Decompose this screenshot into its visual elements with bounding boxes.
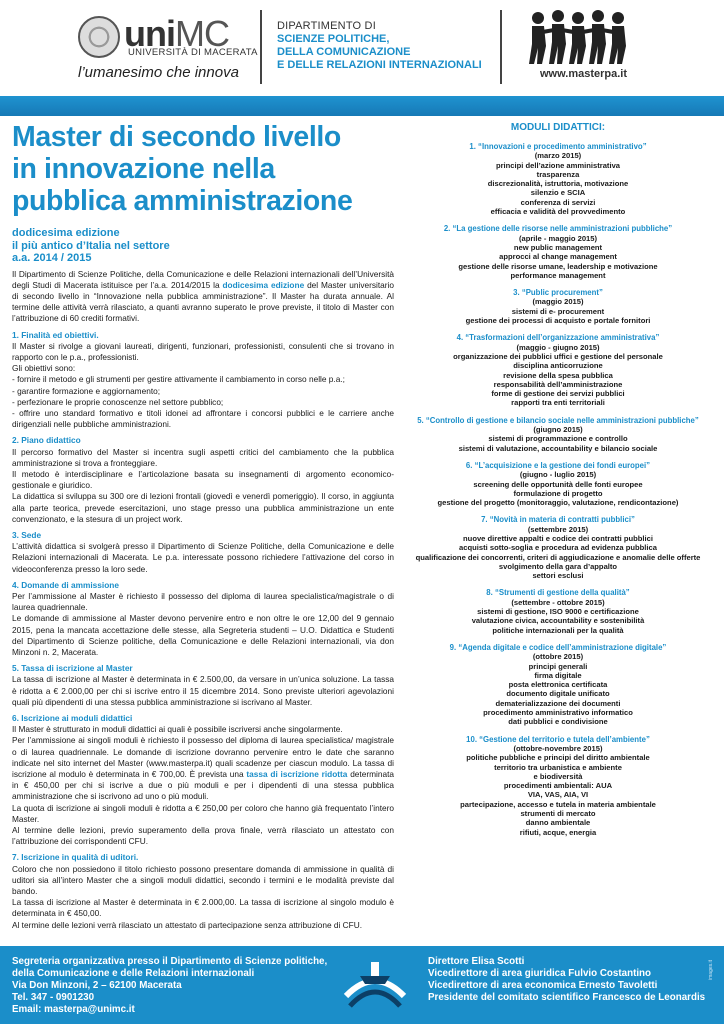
header (0, 0, 724, 96)
module-line: firma digitale (534, 670, 582, 680)
footer-line: Vicedirettore di area economica Ernesto Tavoletti (428, 980, 658, 991)
module-line: rifiuti, acque, energia (519, 827, 597, 837)
module-line: (maggio 2015) (532, 297, 584, 307)
module-line: territorio tra urbanistica e ambiente (494, 762, 622, 772)
module-line: organizzazione dei pubblici uffici e gestione del personale (453, 351, 663, 361)
module-line: (ottobre 2015) (532, 652, 584, 662)
paragraph: Il percorso formativo del Master si incentra sugli aspetti critici del cambiamento che la pubblica amministrazione si trova a fronteggiare. (12, 446, 394, 468)
module-line: posta elettronica certificata (508, 680, 608, 690)
left-column (12, 120, 394, 931)
module-line: (marzo 2015) (534, 151, 582, 161)
module-line: svolgimento della gara d’appalto (498, 561, 618, 571)
paragraph: Il metodo è interdisciplinare e l’articolazione basata su insegnamenti di argomento economico-gestionale e giuridico. (12, 468, 394, 491)
paragraph: Per l’ammissione al Master è richiesto il possesso del diploma di laurea specialistica/magistrale o di laurea quadriennale. (12, 590, 394, 613)
module-line: sistemi di valutazione, accountability e bilancio sociale (458, 443, 658, 453)
module-line: trasparenza (536, 169, 580, 179)
module-line: forme di gestione dei servizi pubblici (491, 389, 625, 399)
modules-list (400, 142, 716, 837)
paragraph: La didattica si sviluppa su 300 ore di lezioni frontali (giovedì e venerdì pomeriggio). Il corso, in aggiunta alla parte teorica, prevede esercitazioni, uno stage presso una pubblica amministrazione un ente convenzionato, e la stesura di un project work. (12, 491, 394, 524)
paragraph: Al termine delle lezioni, previo superamento della prova finale, verrà rilasciato un attestato con l’attribuzione dei corrispondenti CFU. (12, 825, 394, 847)
module-item (400, 643, 716, 727)
section-body (12, 341, 394, 431)
module-line: e biodiversità (533, 771, 583, 781)
modules-title: MODULI DIDATTICI: (510, 122, 606, 133)
module-line: documento digitale unificato (506, 689, 610, 699)
module-item (400, 515, 716, 580)
secretariat-block (12, 956, 327, 1016)
section-body (12, 541, 394, 575)
design-credit: images.it (708, 960, 714, 981)
module-line: VIA, VAS, AIA, VI (527, 790, 589, 800)
module-line: dati pubblici e condivisione (508, 717, 608, 727)
university-seal-icon (78, 16, 120, 58)
module-line: screening delle opportunità delle fonti europee (473, 479, 643, 489)
module-line: approcci al change management (499, 252, 617, 262)
module-line: performance management (510, 270, 606, 280)
module-heading: 10. “Gestione del territorio e tutela dell’ambiente” (466, 734, 650, 744)
footer-email[interactable]: Email: masterpa@unimc.it (12, 1004, 135, 1015)
module-heading: 7. “Novità in materia di contratti pubblici” (481, 515, 635, 525)
module-line: discrezionalità, istruttoria, motivazione (487, 179, 629, 189)
paragraph: La tassa di iscrizione al Master è determinata in € 2.500,00, da versare in un’unica soluzione. La tassa è ridotta a € 2.000,00 per chi si iscrive entro il 15 dicembre 2014. Sono previste ulteriori agevolazioni quali più dipendenti di una stessa pubblica amministrazione si iscrivano al Master. (12, 674, 394, 707)
direction-block (428, 956, 705, 1004)
module-line: responsabilità dell’amministrazione (493, 379, 623, 389)
module-line: sistemi di programmazione e controllo (488, 434, 628, 444)
module-line: politiche pubbliche e principi del diritto ambientale (466, 753, 650, 763)
module-line: new public management (513, 242, 603, 252)
title-line: pubblica amministrazione (12, 185, 353, 217)
module-item (400, 735, 716, 837)
section-body (12, 724, 394, 847)
title-line: in innovazione nella (12, 153, 275, 185)
module-line: settori esclusi (532, 571, 584, 581)
paragraph-text: determinata in € 450,00 per chi si iscrive a due o più moduli e per i dipendenti di una stessa pubblica amministrazione che si iscrivono ad uno o più moduli. (12, 769, 395, 802)
module-heading: 1. “Innovazioni e procedimento amministrativo” (469, 142, 647, 151)
footer-line: Segreteria organizzativa presso il Dipartimento di Scienze politiche, (12, 956, 328, 967)
paragraph: Le domande di ammissione al Master devono pervenire entro e non oltre le ore 12,00 del 9 gennaio 2015, pena la mancata accettazione delle stesse, alla Segreteria studenti – U.O. Didattica e Studenti del Dipartimento di Scienze politiche, della Comunicazione e delle Relazioni internazionali, via don Minzoni n. 2, Macerata. (12, 613, 394, 657)
people-chain-icon (528, 8, 628, 66)
module-line: (aprile - maggio 2015) (518, 233, 598, 243)
module-line: (giugno 2015) (533, 425, 583, 435)
intro-paragraph (12, 269, 394, 325)
module-heading: 4. “Trasformazioni dell’organizzazione amministrativa” (456, 333, 660, 343)
footer-line: della Comunicazione e delle Relazioni internazionali (12, 968, 255, 979)
module-line: principi dell’azione amministrativa (495, 160, 621, 170)
logo-word: uni (124, 13, 175, 54)
module-line: (settembre - ottobre 2015) (511, 597, 605, 607)
footer-line: Via Don Minzoni, 2 – 62100 Macerata (12, 980, 182, 991)
logo-subtitle: UNIVERSITÀ DI MACERATA (128, 47, 258, 58)
module-heading: 9. “Agenda digitale e codice dell’amministrazione digitale” (449, 642, 667, 652)
module-line: disciplina anticorruzione (513, 361, 603, 371)
intro-text: Il Dipartimento di Scienze Politiche, della Comunicazione e delle Relazioni internazionali dell’Università degli Studi di Macerata istituisce per l’a.a. 2014/2015 la (12, 268, 394, 290)
intro-text: del Master universitario di secondo livello in “Innovazione nella pubblica amministrazione”. Il Master ha durata annuale. Al termine delle attività verrà rilasciato, a quanti avranno superato le prove previste, il titolo di Master con l’attribuzione di 60 crediti formativi. (12, 279, 394, 324)
module-heading: 2. “La gestione delle risorse nelle amministrazioni pubbliche” (443, 224, 673, 234)
module-item (400, 588, 716, 634)
module-line: strumenti di mercato (520, 809, 596, 818)
section-body (12, 674, 394, 708)
module-item (400, 224, 716, 280)
paragraph: La quota di iscrizione ai singoli moduli è ridotta a € 250,00 per coloro che hanno già frequentato l’intero Master. (12, 802, 394, 824)
module-heading: 5. “Controllo di gestione e bilancio sociale nelle amministrazioni pubbliche” (417, 415, 699, 425)
header-divider (500, 10, 502, 84)
footer-line: Direttore Elisa Scotti (428, 956, 525, 967)
module-line: formulazione di progetto (513, 488, 603, 498)
section-heading: 4. Domande di ammissione (12, 579, 119, 590)
title-line: Master di secondo livello (12, 121, 341, 153)
module-line: dematerializzazione dei documenti (495, 698, 621, 708)
module-line: (giugno - luglio 2015) (519, 470, 597, 480)
module-line: (maggio - giugno 2015) (516, 342, 600, 352)
section-heading: 2. Piano didattico (12, 435, 81, 446)
logo-word-mc: MC (174, 13, 229, 54)
module-item (400, 333, 716, 407)
module-line: danno ambientale (525, 818, 591, 828)
module-item (400, 142, 716, 216)
section-heading: 3. Sede (12, 529, 42, 540)
module-line: valutazione civica, accountability e sostenibilità (471, 616, 645, 626)
subtitle (12, 227, 394, 265)
module-line: sistemi di gestione, ISO 9000 e certificazione (477, 607, 639, 617)
module-line: politiche internazionali per la qualità (492, 625, 624, 635)
paragraph: Coloro che non possiedono il titolo richiesto possono presentare domanda di ammissione in qualità di uditori sia all’intero Master che a singoli moduli didattici, secondo i termini e le modalità previste dal bando. (12, 863, 394, 897)
paragraph (12, 735, 394, 802)
dept-line: DELLA COMUNICAZIONE (277, 46, 411, 58)
paragraph: L’attività didattica si svolgerà presso il Dipartimento di Scienze Politiche, della Comunicazione e delle Relazioni internazionali di Macerata. Le p.a. interessate possono richiedere l’attivazione del corso in videoconferenza presso la loro sede. (12, 541, 394, 574)
module-line: principi generali (528, 661, 588, 671)
module-heading: 8. “Strumenti di gestione della qualità” (486, 588, 630, 598)
module-item (400, 416, 716, 453)
dept-line: SCIENZE POLITICHE, (277, 33, 390, 45)
paragraph: Gli obiettivi sono: (12, 363, 76, 374)
module-line: acquisti sotto-soglia e procedura ad evidenza pubblica (459, 543, 657, 553)
dept-line: E DELLE RELAZIONI INTERNAZIONALI (277, 59, 482, 71)
paragraph: Al termine delle lezioni verrà rilasciato un attestato di partecipazione senza attribuzione di CFU. (12, 919, 363, 930)
module-line: nuove direttive appalti e codice dei contratti pubblici (463, 533, 653, 543)
module-line: sistemi di e- procurement (511, 306, 605, 316)
footer (0, 946, 724, 1024)
footer-line: Presidente del comitato scientifico Francesco de Leonardis (428, 992, 706, 1003)
master-logo-icon (340, 956, 410, 1014)
modules-column (400, 122, 716, 837)
department-block (277, 20, 482, 72)
section-heading: 5. Tassa di iscrizione al Master (12, 663, 133, 674)
module-line: silenzio e SCIA (530, 188, 586, 198)
module-item (400, 461, 716, 507)
footer-line: Tel. 347 - 0901230 (12, 992, 95, 1003)
website-link[interactable]: www.masterpa.it (540, 68, 628, 80)
subtitle-line: il più antico d’Italia nel settore (12, 239, 170, 252)
paragraph: La tassa di iscrizione al Master è determinata in € 2.000,00. La tassa di iscrizione al singolo modulo è determinata in € 450,00. (12, 897, 394, 919)
paragraph-highlight: tassa di iscrizione ridotta (246, 769, 348, 780)
module-line: (settembre 2015) (527, 524, 589, 534)
module-line: conferenza di servizi (520, 197, 596, 207)
subtitle-line: a.a. 2014 / 2015 (12, 252, 92, 264)
module-line: procedimento amministrativo informatico (483, 708, 633, 718)
dept-line: DIPARTIMENTO DI (277, 20, 376, 32)
module-line: gestione delle risorse umane, leadership e motivazione (458, 261, 658, 271)
blue-band (0, 96, 724, 116)
module-line: rapporti tra enti territoriali (511, 398, 605, 408)
subtitle-line: dodicesima edizione (12, 227, 120, 239)
module-line: gestione dei processi di acquisto e portale fornitori (465, 316, 651, 326)
section-heading: 6. Iscrizione ai moduli didattici (12, 713, 133, 724)
intro-highlight: dodicesima edizione (222, 279, 305, 290)
module-line: gestione del progetto (monitoraggio, valutazione, rendicontazione) (437, 498, 679, 508)
module-line: revisione della spesa pubblica (503, 370, 613, 380)
module-heading: 6. “L’acquisizione e la gestione dei fondi europei” (465, 460, 651, 470)
paragraph: - offrire uno standard formativo e titoli idonei ad affrontare i concorsi pubblici e le carriere anche dirigenziali nelle pubbliche amministrazioni. (12, 407, 394, 430)
section-heading: 7. Iscrizione in qualità di uditori. (12, 852, 139, 863)
tagline: l’umanesimo che innova (78, 64, 239, 81)
page-title (12, 121, 394, 217)
paragraph: - fornire il metodo e gli strumenti per gestire attivamente il cambiamento in corso nelle p.a.; (12, 374, 345, 385)
section-body (12, 447, 394, 525)
footer-line: Vicedirettore di area giuridica Fulvio Costantino (428, 968, 652, 979)
module-line: partecipazione, accesso e tutela in materia ambientale (460, 799, 656, 809)
module-line: efficacia e validità del provvedimento (490, 207, 626, 217)
module-heading: 3. “Public procurement” (513, 288, 603, 298)
header-divider (260, 10, 262, 84)
paragraph: - garantire formazione e aggiornamento; (12, 385, 161, 396)
module-item (400, 288, 716, 325)
module-line: procedimenti ambientali: AUA (503, 781, 613, 791)
paragraph: Il Master è strutturato in moduli didattici ai quali è possibile iscriversi anche singolarmente. (12, 724, 343, 735)
module-line: (ottobre-novembre 2015) (513, 743, 603, 753)
paragraph: - perfezionare le proprie conoscenze nel settore pubblico; (12, 396, 224, 407)
section-heading: 1. Finalità ed obiettivi. (12, 329, 99, 340)
module-line: qualificazione dei concorrenti, criteri di aggiudicazione e anomalie delle offerte (415, 552, 701, 562)
paragraph: Il Master si rivolge a giovani laureati, dirigenti, funzionari, professionisti, consulenti che si trovano in rapporto con le p.a., professionisti. (12, 340, 394, 362)
section-body (12, 591, 394, 658)
paragraph-text: Per l’ammissione ai singoli moduli è richiesto il possesso del diploma di laurea specialistica/ magistrale o di laurea quadriennale. Le domande di iscrizione dovranno pervenire entro le date che saranno indicate nel sito internet del Master (www.masterpa.it) quali scadenze per ciascun modulo. La tassa di iscrizione al modulo è determinata in € 700,00. È prevista una (12, 735, 394, 780)
section-body (12, 864, 394, 931)
